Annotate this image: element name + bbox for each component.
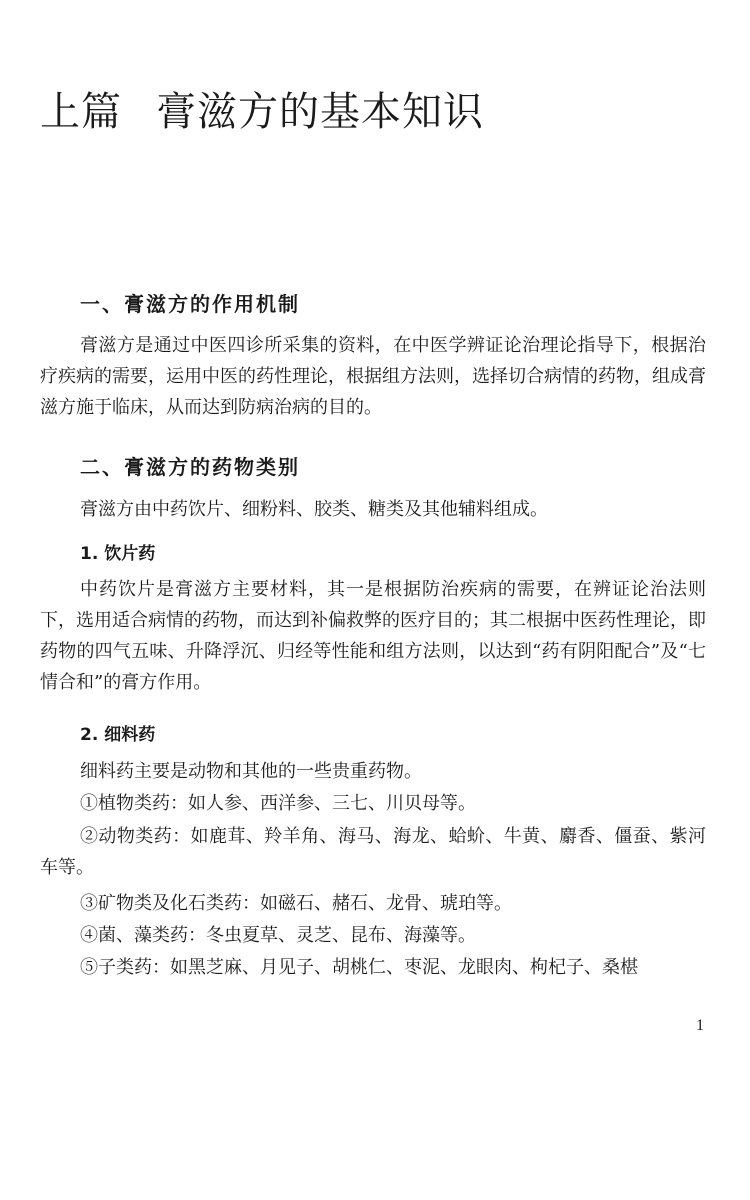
part-title-text: 膏滋方的基本知识 [156,89,484,135]
list-item-mineral-drugs: ③矿物类及化石类药：如磁石、赭石、龙骨、琥珀等。 [80,893,512,914]
page-number: 1 [696,1017,704,1034]
part-label: 上篇 [40,89,122,135]
list-item-seed-drugs: ⑤子类药：如黑芝麻、月见子、胡桃仁、枣泥、龙眼肉、枸杞子、桑椹 [80,957,638,978]
decoction-pieces-paragraph: 中药饮片是膏滋方主要材料，其一是根据防治疾病的需要，在辨证论治法则下，选用适合病情的药物，而达到补偏救弊的医疗目的；其二根据中医药性理论，即药物的四气五味、升降浮沉、归经等性能和组方法则，以达到“药有阴阳配合”及“七情合和”的膏方作用。 [40,579,706,693]
list-item-plant-drugs: ①植物类药：如人参、西洋参、三七、川贝母等。 [80,793,476,814]
fine-materials-intro: 细料药主要是动物和其他的一些贵重药物。 [80,761,422,782]
section-heading-categories: 二、膏滋方的药物类别 [80,455,300,479]
part-title [40,88,484,136]
mechanism-paragraph: 膏滋方是通过中医四诊所采集的资料，在中医学辨证论治理论指导下，根据治疗疾病的需要，运用中医的药性理论，根据组方法则，选择切合病情的药物，组成膏滋方施于临床，从而达到防病治病的目的。 [40,335,706,418]
subheading-decoction-pieces: 1. 饮片药 [80,544,156,564]
list-item-animal-drugs: ②动物类药：如鹿茸、羚羊角、海马、海龙、蛤蚧、牛黄、麝香、僵蚕、紫河车等。 [40,826,706,878]
list-item-fungi-algae-drugs: ④菌、藻类药：冬虫夏草、灵芝、昆布、海藻等。 [80,925,476,946]
subheading-fine-materials: 2. 细料药 [80,725,156,745]
section-heading-mechanism: 一、膏滋方的作用机制 [80,292,300,316]
categories-intro: 膏滋方由中药饮片、细粉料、胶类、糖类及其他辅料组成。 [80,499,548,520]
